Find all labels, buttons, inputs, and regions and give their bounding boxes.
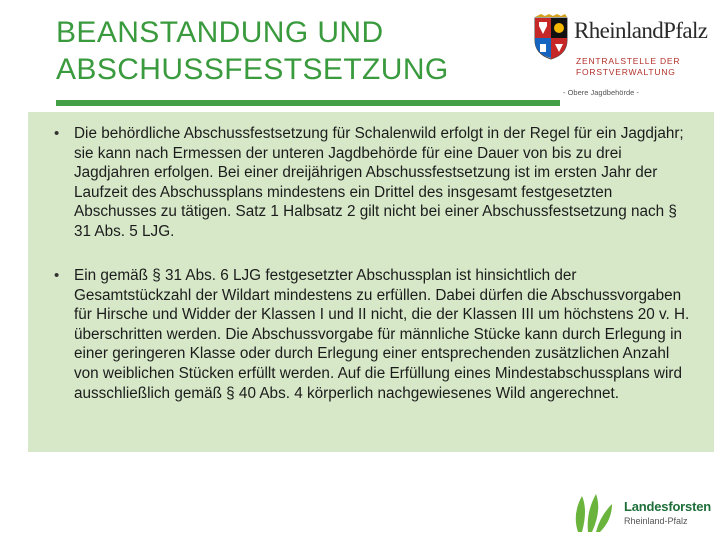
subtitle-line-1: ZENTRALSTELLE DER (576, 56, 681, 66)
coat-of-arms-icon (533, 14, 569, 60)
subtitle-line-2: FORSTVERWALTUNG (576, 67, 676, 77)
tree-leaves-icon (568, 490, 618, 534)
bullet-marker: • (54, 125, 60, 142)
landesforsten-wordmark: Landesforsten (624, 499, 711, 514)
bullet-text-1: Die behördliche Abschussfestsetzung für Schalenwild erfolgt in der Regel für ein Jagdjahr; sie kann nach Ermessen der unteren Jagdbehörde für eine Dauer von bis zu drei Jagdjahren erfolgen. Bei einer dreijährigen Abschussfestsetzung ist im ersten Jahr der Laufzeit des Abschussplans mindestens ein Drittel des insgesamt festgesetzten Abschusses zu tätigen. Satz 1 Halbsatz 2 gilt nicht bei einer Abschussfestsetzung nach § 31 Abs. 5 LJG. (74, 125, 684, 240)
authority-tagline: - Obere Jagdbehörde - (563, 88, 639, 97)
rheinland-pfalz-logo (533, 12, 713, 104)
rheinland-pfalz-wordmark: RheinlandPfalz (574, 18, 708, 43)
bullet-text-2: Ein gemäß § 31 Abs. 6 LJG festgesetzter Abschussplan ist hinsichtlich der Gesamtstückzahl der Wildart mindestens zu erfüllen. Dabei dürfen die Abschussvorgaben für Hirsche und Widder der Klassen I und II nicht, die der Klassen III um höchstens 20 v. H. überschritten werden. Die Abschussvorgabe für männliche Stücke kann durch Erlegung in einer geringeren Klasse oder durch Erlegung einer entsprechenden zusätzlichen Anzahl von weiblichen Stücken erfüllt werden. Auf die Erfüllung eines Mindestabschussplans wird ausschließlich gemäß § 40 Abs. 4 körperlich nachgewiesenes Wild angerechnet. (74, 267, 690, 402)
content-panel (28, 112, 714, 452)
landesforsten-logo (568, 488, 718, 536)
page-title: BEANSTANDUNG UND ABSCHUSSFESTSETZUNG (56, 16, 449, 86)
landesforsten-subtitle: Rheinland-Pfalz (624, 516, 688, 526)
forstverwaltung-subtitle (576, 56, 680, 78)
bullet-marker: • (54, 267, 60, 284)
title-divider (56, 100, 560, 106)
